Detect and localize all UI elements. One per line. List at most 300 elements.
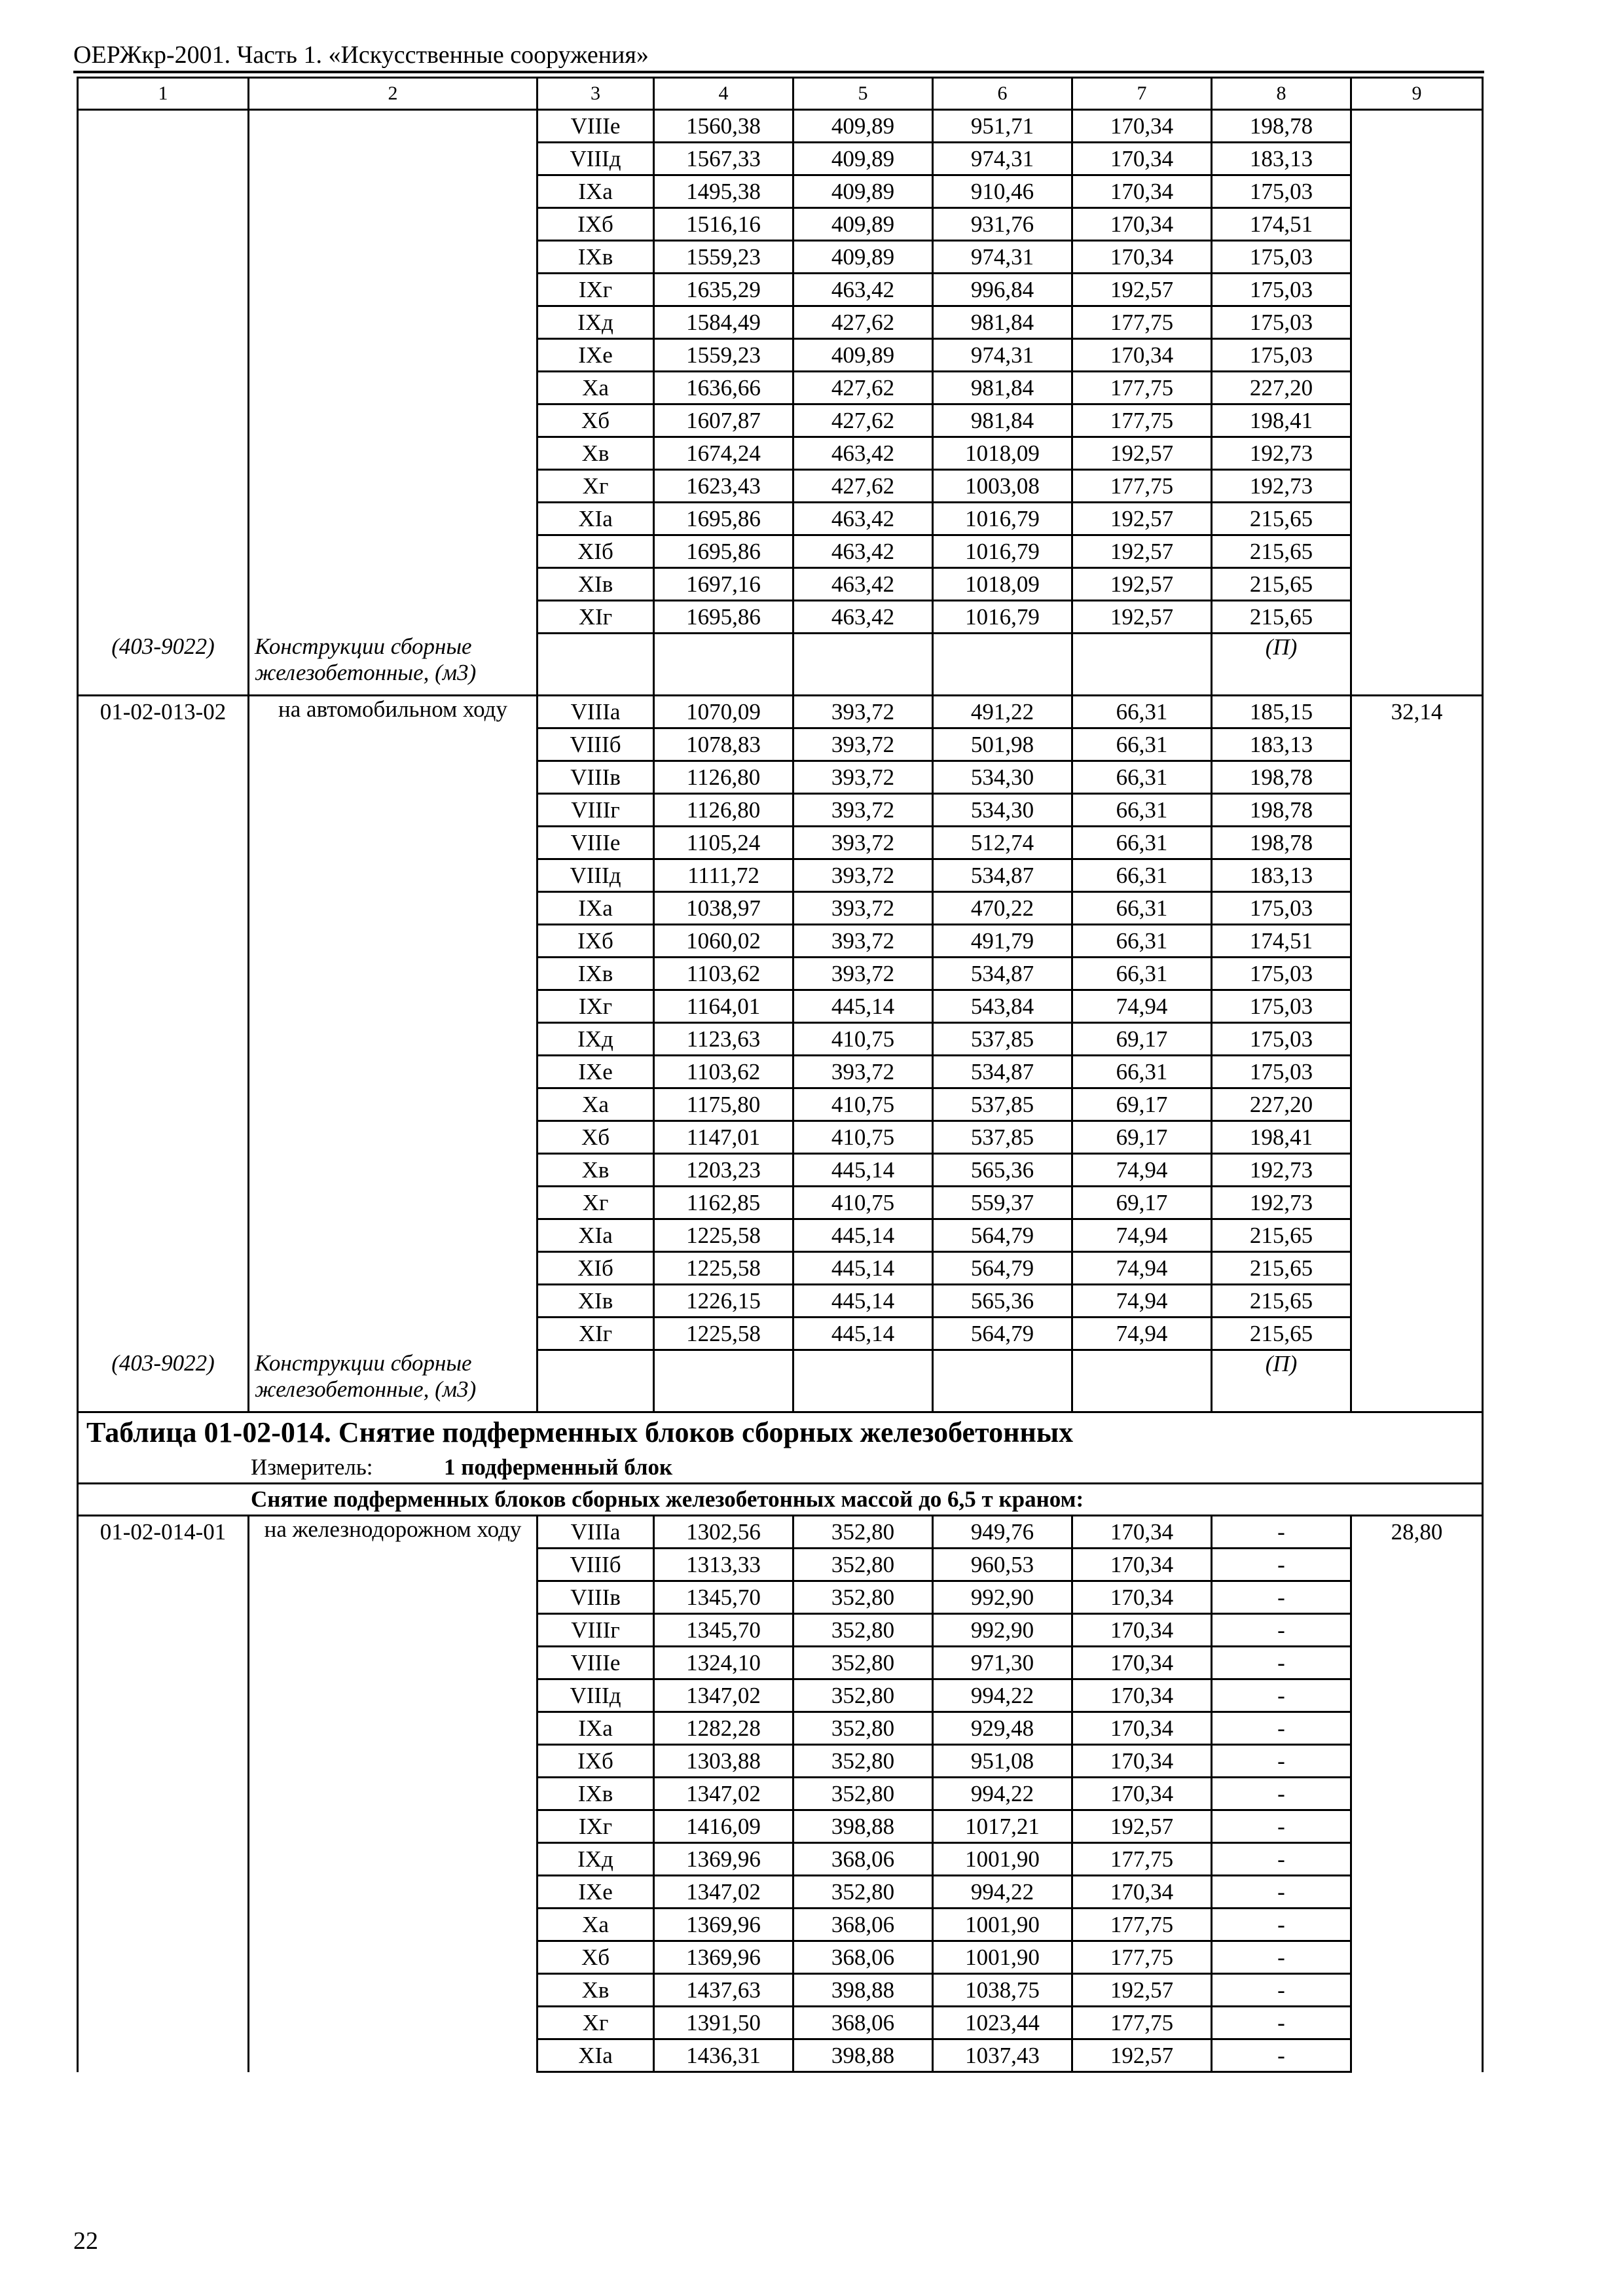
name-cell [249, 503, 538, 535]
value-cell: 177,75 [1072, 470, 1212, 503]
code-cell [78, 503, 249, 535]
table-row [78, 1023, 1483, 1056]
value-cell: 352,80 [793, 1876, 933, 1909]
value-cell: 215,65 [1212, 1219, 1351, 1252]
zone-cell: IXа [538, 175, 654, 208]
empty-cell [793, 634, 933, 696]
value-cell: 565,36 [933, 1285, 1072, 1318]
zone-cell: VIIIа [538, 696, 654, 728]
zone-cell: Xв [538, 1974, 654, 2007]
value-cell: 1175,80 [654, 1088, 793, 1121]
code-cell [78, 1745, 249, 1778]
zone-cell: Xг [538, 470, 654, 503]
code-cell [78, 1843, 249, 1876]
table-row [78, 794, 1483, 827]
value-cell: 198,41 [1212, 1121, 1351, 1154]
value-cell: 1225,58 [654, 1219, 793, 1252]
value-cell: - [1212, 1516, 1351, 1549]
code-cell [78, 1712, 249, 1745]
value-cell: 352,80 [793, 1549, 933, 1581]
value-cell: 183,13 [1212, 859, 1351, 892]
value-cell: 445,14 [793, 990, 933, 1023]
value-cell: 1559,23 [654, 241, 793, 274]
value-cell: 192,57 [1072, 1974, 1212, 2007]
value-cell: 215,65 [1212, 535, 1351, 568]
value-cell: 175,03 [1212, 892, 1351, 925]
value-cell: 174,51 [1212, 925, 1351, 958]
value-cell: 1126,80 [654, 761, 793, 794]
value-cell: 1017,21 [933, 1810, 1072, 1843]
rate-cell [1351, 958, 1483, 990]
table-row [78, 1909, 1483, 1941]
zone-cell: IXа [538, 1712, 654, 1745]
value-cell: 175,03 [1212, 306, 1351, 339]
value-cell: 177,75 [1072, 372, 1212, 404]
value-cell: 1324,10 [654, 1647, 793, 1679]
resource-row [78, 634, 1483, 696]
value-cell: 1060,02 [654, 925, 793, 958]
value-cell: 1559,23 [654, 339, 793, 372]
value-cell: 1636,66 [654, 372, 793, 404]
table-row [78, 470, 1483, 503]
name-cell [249, 925, 538, 958]
value-cell: 534,87 [933, 1056, 1072, 1088]
value-cell: 192,73 [1212, 1187, 1351, 1219]
rate-cell [1351, 794, 1483, 827]
name-cell [249, 1679, 538, 1712]
value-cell: - [1212, 1679, 1351, 1712]
value-cell: 410,75 [793, 1023, 933, 1056]
value-cell: 949,76 [933, 1516, 1072, 1549]
zone-cell: VIIIг [538, 1614, 654, 1647]
rate-cell [1351, 568, 1483, 601]
value-cell: - [1212, 2007, 1351, 2039]
rate-cell [1351, 990, 1483, 1023]
rate-cell [1351, 1679, 1483, 1712]
value-cell: 1345,70 [654, 1614, 793, 1647]
table-row [78, 110, 1483, 143]
table-row [78, 1712, 1483, 1745]
value-cell: 1302,56 [654, 1516, 793, 1549]
zone-cell: VIIIе [538, 1647, 654, 1679]
value-cell: 491,22 [933, 696, 1072, 728]
value-cell: 470,22 [933, 892, 1072, 925]
rate-cell [1351, 1876, 1483, 1909]
value-cell: 198,78 [1212, 827, 1351, 859]
value-cell: - [1212, 1941, 1351, 1974]
value-cell: 393,72 [793, 1056, 933, 1088]
zone-cell: XIа [538, 2039, 654, 2072]
table-row [78, 208, 1483, 241]
value-cell: 170,34 [1072, 1712, 1212, 1745]
value-cell: 445,14 [793, 1318, 933, 1350]
value-cell: 1018,09 [933, 568, 1072, 601]
zone-cell: XIв [538, 568, 654, 601]
value-cell: 1147,01 [654, 1121, 793, 1154]
name-cell [249, 1810, 538, 1843]
name-cell [249, 1187, 538, 1219]
zone-cell: Xа [538, 372, 654, 404]
table-row [78, 372, 1483, 404]
table-row [78, 1318, 1483, 1350]
value-cell: 565,36 [933, 1154, 1072, 1187]
value-cell: 1103,62 [654, 1056, 793, 1088]
value-cell: 393,72 [793, 794, 933, 827]
value-cell: 1038,75 [933, 1974, 1072, 2007]
zone-cell: IXг [538, 990, 654, 1023]
rate-cell: 32,14 [1351, 696, 1483, 728]
name-cell [249, 437, 538, 470]
value-cell: 352,80 [793, 1679, 933, 1712]
zone-cell: IXе [538, 1876, 654, 1909]
table-row [78, 241, 1483, 274]
zone-cell: VIIIд [538, 859, 654, 892]
zone-cell: Xа [538, 1909, 654, 1941]
code-cell [78, 306, 249, 339]
value-cell: 198,78 [1212, 110, 1351, 143]
value-cell: 215,65 [1212, 568, 1351, 601]
resource-mark: (П) [1212, 1350, 1351, 1412]
table-title: Таблица 01-02-014. Снятие подферменных блоков сборных железобетонных [78, 1412, 1483, 1453]
value-cell: 1436,31 [654, 2039, 793, 2072]
code-cell [78, 1056, 249, 1088]
value-cell: 175,03 [1212, 958, 1351, 990]
code-cell [78, 437, 249, 470]
value-cell: 393,72 [793, 827, 933, 859]
rates-table [77, 77, 1484, 2073]
zone-cell: XIа [538, 503, 654, 535]
table-row [78, 1810, 1483, 1843]
name-cell [249, 1252, 538, 1285]
value-cell: - [1212, 1974, 1351, 2007]
value-cell: 981,84 [933, 306, 1072, 339]
value-cell: 170,34 [1072, 241, 1212, 274]
value-cell: 66,31 [1072, 761, 1212, 794]
zone-cell: Xв [538, 1154, 654, 1187]
value-cell: 74,94 [1072, 1219, 1212, 1252]
value-cell: 1347,02 [654, 1778, 793, 1810]
table-row [78, 1056, 1483, 1088]
zone-cell: XIб [538, 535, 654, 568]
code-cell: 01-02-013-02 [78, 696, 249, 728]
value-cell: 512,74 [933, 827, 1072, 859]
value-cell: 177,75 [1072, 1941, 1212, 1974]
zone-cell: VIIIа [538, 1516, 654, 1549]
value-cell: 996,84 [933, 274, 1072, 306]
value-cell: 445,14 [793, 1285, 933, 1318]
empty-cell [1351, 1350, 1483, 1412]
rate-cell [1351, 1318, 1483, 1350]
table-row [78, 728, 1483, 761]
name-cell [249, 1712, 538, 1745]
column-number: 2 [249, 78, 538, 110]
code-cell [78, 470, 249, 503]
value-cell: 393,72 [793, 696, 933, 728]
table-row [78, 1647, 1483, 1679]
name-cell [249, 990, 538, 1023]
rate-cell [1351, 2007, 1483, 2039]
value-cell: 393,72 [793, 761, 933, 794]
rate-cell [1351, 1614, 1483, 1647]
value-cell: 974,31 [933, 241, 1072, 274]
value-cell: 463,42 [793, 535, 933, 568]
value-cell: 215,65 [1212, 1285, 1351, 1318]
value-cell: 1164,01 [654, 990, 793, 1023]
rate-cell [1351, 1252, 1483, 1285]
value-cell: - [1212, 1581, 1351, 1614]
value-cell: 352,80 [793, 1581, 933, 1614]
table-row [78, 1974, 1483, 2007]
value-cell: 66,31 [1072, 794, 1212, 827]
code-cell [78, 1974, 249, 2007]
column-number: 4 [654, 78, 793, 110]
value-cell: 66,31 [1072, 958, 1212, 990]
rate-cell [1351, 470, 1483, 503]
value-cell: 1674,24 [654, 437, 793, 470]
table-row [78, 1549, 1483, 1581]
table-row [78, 696, 1483, 728]
value-cell: 183,13 [1212, 143, 1351, 175]
value-cell: 427,62 [793, 404, 933, 437]
table-row [78, 1745, 1483, 1778]
value-cell: 170,34 [1072, 1581, 1212, 1614]
table-row [78, 306, 1483, 339]
table-row [78, 274, 1483, 306]
name-cell [249, 306, 538, 339]
subtitle-text: Снятие подферменных блоков сборных железобетонных массой до 6,5 т краном: [251, 1486, 1084, 1512]
value-cell: 69,17 [1072, 1023, 1212, 1056]
table-row [78, 1614, 1483, 1647]
table-row [78, 2039, 1483, 2072]
value-cell: 175,03 [1212, 175, 1351, 208]
value-cell: 534,87 [933, 958, 1072, 990]
table-row [78, 1679, 1483, 1712]
name-cell [249, 1614, 538, 1647]
rate-cell [1351, 372, 1483, 404]
value-cell: 69,17 [1072, 1121, 1212, 1154]
table-row [78, 1285, 1483, 1318]
value-cell: 1635,29 [654, 274, 793, 306]
value-cell: 463,42 [793, 437, 933, 470]
table-row [78, 143, 1483, 175]
rate-cell [1351, 1121, 1483, 1154]
table-row [78, 761, 1483, 794]
code-cell [78, 372, 249, 404]
table-row [78, 1581, 1483, 1614]
value-cell: 1313,33 [654, 1549, 793, 1581]
name-cell [249, 1745, 538, 1778]
value-cell: 445,14 [793, 1252, 933, 1285]
value-cell: 352,80 [793, 1778, 933, 1810]
table-row [78, 1154, 1483, 1187]
measure-cell [78, 1452, 1483, 1484]
value-cell: 393,72 [793, 925, 933, 958]
value-cell: 992,90 [933, 1614, 1072, 1647]
value-cell: 215,65 [1212, 1252, 1351, 1285]
empty-cell [654, 634, 793, 696]
value-cell: 227,20 [1212, 372, 1351, 404]
value-cell: 74,94 [1072, 1318, 1212, 1350]
code-cell [78, 404, 249, 437]
rate-cell [1351, 2039, 1483, 2072]
value-cell: 410,75 [793, 1187, 933, 1219]
value-cell: 929,48 [933, 1712, 1072, 1745]
zone-cell: VIIIб [538, 1549, 654, 1581]
name-cell [249, 1056, 538, 1088]
value-cell: 170,34 [1072, 1876, 1212, 1909]
value-cell: - [1212, 1712, 1351, 1745]
name-cell [249, 1088, 538, 1121]
resource-code: (403-9022) [78, 1350, 249, 1412]
zone-cell: IXе [538, 1056, 654, 1088]
name-cell [249, 1318, 538, 1350]
value-cell: 227,20 [1212, 1088, 1351, 1121]
page-number: 22 [73, 2227, 98, 2255]
value-cell: 192,57 [1072, 601, 1212, 634]
value-cell: 427,62 [793, 470, 933, 503]
value-cell: 1225,58 [654, 1252, 793, 1285]
name-cell [249, 110, 538, 143]
value-cell: 170,34 [1072, 1516, 1212, 1549]
rate-cell [1351, 859, 1483, 892]
zone-cell: Xб [538, 1941, 654, 1974]
zone-cell: IXб [538, 208, 654, 241]
value-cell: 537,85 [933, 1023, 1072, 1056]
rate-cell [1351, 143, 1483, 175]
empty-cell [933, 1350, 1072, 1412]
column-number: 8 [1212, 78, 1351, 110]
name-cell [249, 274, 538, 306]
code-cell: 01-02-014-01 [78, 1516, 249, 1549]
empty-cell [1072, 1350, 1212, 1412]
rate-cell [1351, 503, 1483, 535]
code-cell [78, 339, 249, 372]
name-cell [249, 1876, 538, 1909]
column-number: 6 [933, 78, 1072, 110]
value-cell: 537,85 [933, 1121, 1072, 1154]
rate-cell [1351, 1088, 1483, 1121]
value-cell: 1437,63 [654, 1974, 793, 2007]
zone-cell: VIIIе [538, 827, 654, 859]
table-row [78, 1876, 1483, 1909]
value-cell: 175,03 [1212, 1056, 1351, 1088]
rate-cell [1351, 1909, 1483, 1941]
value-cell: 1369,96 [654, 1909, 793, 1941]
rate-cell [1351, 1810, 1483, 1843]
name-cell [249, 794, 538, 827]
value-cell: 534,30 [933, 794, 1072, 827]
rate-cell [1351, 1187, 1483, 1219]
value-cell: 543,84 [933, 990, 1072, 1023]
zone-cell: VIIIд [538, 143, 654, 175]
rate-cell [1351, 1843, 1483, 1876]
value-cell: 1001,90 [933, 1909, 1072, 1941]
value-cell: 427,62 [793, 372, 933, 404]
table-row [78, 892, 1483, 925]
zone-cell: VIIIв [538, 761, 654, 794]
name-cell [249, 1154, 538, 1187]
value-cell: 170,34 [1072, 1647, 1212, 1679]
value-cell: 974,31 [933, 339, 1072, 372]
empty-cell [538, 1350, 654, 1412]
value-cell: 74,94 [1072, 1285, 1212, 1318]
rate-cell [1351, 437, 1483, 470]
value-cell: 1070,09 [654, 696, 793, 728]
name-cell [249, 1023, 538, 1056]
table-row [78, 339, 1483, 372]
value-cell: 1282,28 [654, 1712, 793, 1745]
rate-cell [1351, 1581, 1483, 1614]
name-cell [249, 535, 538, 568]
value-cell: 1001,90 [933, 1941, 1072, 1974]
empty-cell [1351, 634, 1483, 696]
rate-cell [1351, 761, 1483, 794]
value-cell: 192,57 [1072, 503, 1212, 535]
name-cell [249, 1581, 538, 1614]
empty-cell [793, 1350, 933, 1412]
value-cell: 215,65 [1212, 601, 1351, 634]
code-cell [78, 1614, 249, 1647]
value-cell: 177,75 [1072, 404, 1212, 437]
code-cell [78, 1549, 249, 1581]
value-cell: 192,57 [1072, 2039, 1212, 2072]
code-cell [78, 1778, 249, 1810]
rate-cell [1351, 535, 1483, 568]
value-cell: 170,34 [1072, 110, 1212, 143]
name-cell [249, 859, 538, 892]
value-cell: 1567,33 [654, 143, 793, 175]
name-cell [249, 1647, 538, 1679]
rate-cell [1351, 1219, 1483, 1252]
zone-cell: IXв [538, 958, 654, 990]
rate-cell [1351, 241, 1483, 274]
name-cell: на автомобильном ходу [249, 696, 538, 728]
code-cell [78, 1023, 249, 1056]
value-cell: 368,06 [793, 2007, 933, 2039]
name-cell [249, 1549, 538, 1581]
value-cell: 352,80 [793, 1614, 933, 1647]
value-cell: 170,34 [1072, 1549, 1212, 1581]
value-cell: 174,51 [1212, 208, 1351, 241]
rate-cell [1351, 1974, 1483, 2007]
code-cell [78, 1941, 249, 1974]
code-cell [78, 1647, 249, 1679]
rate-cell [1351, 728, 1483, 761]
zone-cell: VIIIг [538, 794, 654, 827]
zone-cell: VIIIв [538, 1581, 654, 1614]
value-cell: 463,42 [793, 601, 933, 634]
name-cell [249, 404, 538, 437]
code-cell [78, 1252, 249, 1285]
code-cell [78, 1679, 249, 1712]
zone-cell: VIIIб [538, 728, 654, 761]
value-cell: 1226,15 [654, 1285, 793, 1318]
zone-cell: VIIIе [538, 110, 654, 143]
value-cell: 1225,58 [654, 1318, 793, 1350]
value-cell: 534,30 [933, 761, 1072, 794]
name-cell [249, 470, 538, 503]
code-cell [78, 110, 249, 143]
table-row [78, 175, 1483, 208]
name-cell [249, 958, 538, 990]
resource-code: (403-9022) [78, 634, 249, 696]
code-cell [78, 728, 249, 761]
value-cell: - [1212, 1810, 1351, 1843]
value-cell: 170,34 [1072, 339, 1212, 372]
running-header: ОЕРЖкр-2001. Часть 1. «Искусственные сооружения» [73, 41, 649, 69]
value-cell: 981,84 [933, 372, 1072, 404]
rate-cell [1351, 339, 1483, 372]
